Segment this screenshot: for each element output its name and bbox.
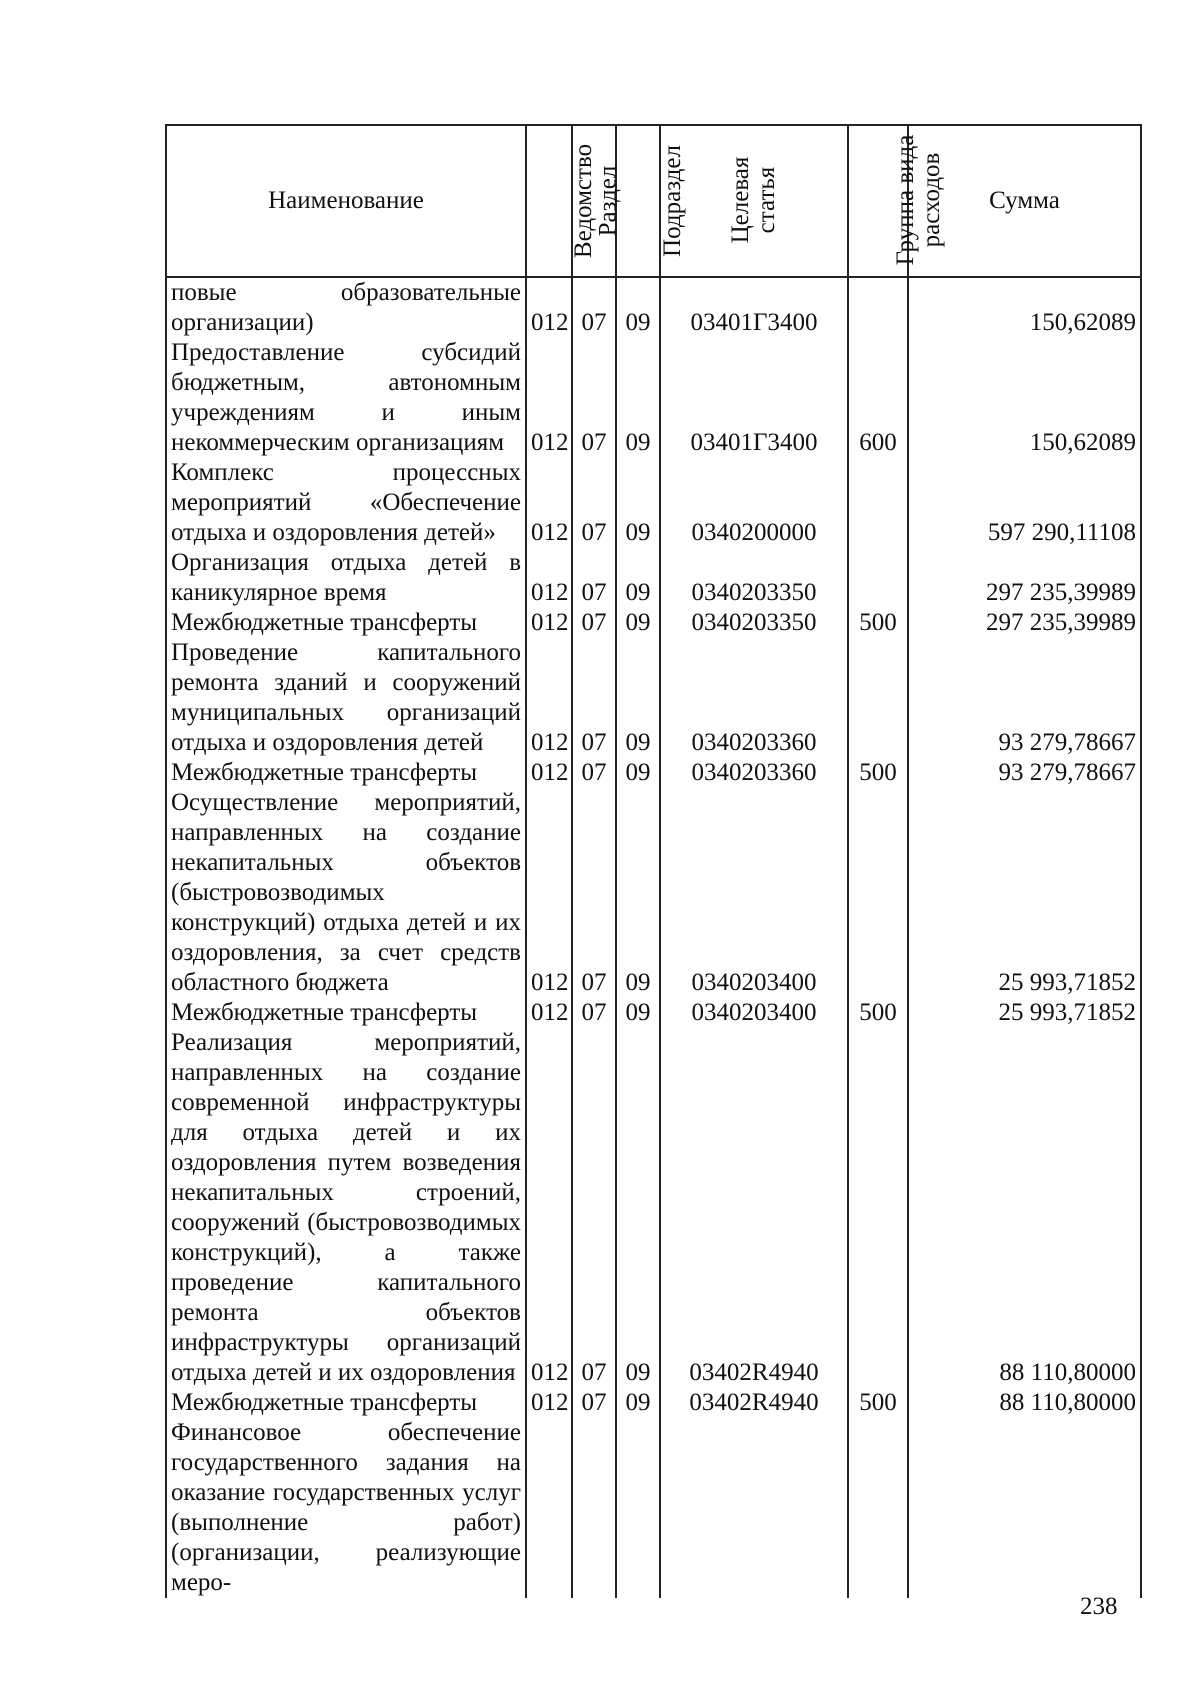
table-row	[166, 458, 1141, 548]
row-section: 07	[572, 277, 616, 338]
row-target: 0340203400	[660, 788, 848, 998]
table-row	[166, 1028, 1141, 1388]
row-subsection: 09	[616, 608, 660, 638]
row-sum: 297 235,39989	[908, 608, 1141, 638]
row-name: Межбюджетные трансферты	[166, 1388, 526, 1418]
row-subsection: 09	[616, 758, 660, 788]
row-section: 07	[572, 608, 616, 638]
row-target: 03401Г3400	[660, 277, 848, 338]
row-group	[848, 458, 908, 548]
row-section: 07	[572, 758, 616, 788]
table-row	[166, 758, 1141, 788]
row-dept: 012	[526, 277, 572, 338]
row-target: 0340203360	[660, 638, 848, 758]
row-section: 07	[572, 998, 616, 1028]
row-subsection: 09	[616, 338, 660, 458]
row-name: Межбюджетные трансферты	[166, 758, 526, 788]
row-dept: 012	[526, 1028, 572, 1388]
row-name: Реализация мероприятий, направленных на создание современной инфраструктуры для отдыха детей и их оздоровления путем возведения некапитальных строений, сооружений (быстровозводимых конструкций), а также проведение капитального ремонта объектов инфраструктуры организаций отдыха детей и их оздоровления	[166, 1028, 526, 1388]
row-name: Предоставление субсидий бюджетным, автономным учреждениям и иным некоммерческим организациям	[166, 338, 526, 458]
row-sum: 25 993,71852	[908, 998, 1141, 1028]
row-section: 07	[572, 1028, 616, 1388]
row-dept	[526, 1418, 572, 1598]
row-group	[848, 788, 908, 998]
row-name: Межбюджетные трансферты	[166, 998, 526, 1028]
budget-table	[165, 124, 1142, 1598]
header-dept: Ведомство	[526, 125, 572, 277]
row-target: 0340203400	[660, 998, 848, 1028]
table-row	[166, 277, 1141, 338]
row-sum: 88 110,80000	[908, 1388, 1141, 1418]
header-subsection: Подраздел	[616, 125, 660, 277]
row-target: 03401Г3400	[660, 338, 848, 458]
row-subsection: 09	[616, 548, 660, 608]
row-section: 07	[572, 338, 616, 458]
row-sum: 93 279,78667	[908, 638, 1141, 758]
row-section: 07	[572, 548, 616, 608]
row-target: 03402R4940	[660, 1028, 848, 1388]
row-dept: 012	[526, 758, 572, 788]
row-name: повые образовательные организации)	[166, 277, 526, 338]
page-number: 238	[1080, 1593, 1118, 1620]
row-section: 07	[572, 638, 616, 758]
row-dept: 012	[526, 1388, 572, 1418]
table-row	[166, 608, 1141, 638]
row-dept: 012	[526, 638, 572, 758]
row-section: 07	[572, 458, 616, 548]
header-name: Наименование	[166, 125, 526, 277]
row-dept: 012	[526, 338, 572, 458]
row-group	[848, 638, 908, 758]
row-subsection	[616, 1418, 660, 1598]
table-header	[166, 125, 1141, 277]
table-row	[166, 1388, 1141, 1418]
row-dept: 012	[526, 788, 572, 998]
row-subsection: 09	[616, 1388, 660, 1418]
row-dept: 012	[526, 548, 572, 608]
row-subsection: 09	[616, 638, 660, 758]
row-sum: 297 235,39989	[908, 548, 1141, 608]
row-target: 0340203350	[660, 548, 848, 608]
row-subsection: 09	[616, 998, 660, 1028]
table-row	[166, 1418, 1141, 1598]
row-target: 0340200000	[660, 458, 848, 548]
row-name: Комплекс процессных мероприятий «Обеспечение отдыха и оздоровления детей»	[166, 458, 526, 548]
row-section: 07	[572, 788, 616, 998]
row-subsection: 09	[616, 1028, 660, 1388]
table-body	[166, 277, 1141, 1598]
row-sum: 93 279,78667	[908, 758, 1141, 788]
row-group	[848, 548, 908, 608]
row-group	[848, 1418, 908, 1598]
row-sum: 25 993,71852	[908, 788, 1141, 998]
row-sum: 150,62089	[908, 338, 1141, 458]
row-name: Осуществление мероприятий, направленных на создание некапитальных объектов (быстровозводимых конструкций) отдыха детей и их оздоровления, за счет средств областного бюджета	[166, 788, 526, 998]
row-sum: 88 110,80000	[908, 1028, 1141, 1388]
row-dept: 012	[526, 608, 572, 638]
row-subsection: 09	[616, 277, 660, 338]
row-group: 500	[848, 998, 908, 1028]
row-section	[572, 1418, 616, 1598]
row-group: 500	[848, 758, 908, 788]
row-section: 07	[572, 1388, 616, 1418]
table-row	[166, 788, 1141, 998]
row-target	[660, 1418, 848, 1598]
header-sum: Сумма	[908, 125, 1141, 277]
row-name: Проведение капитального ремонта зданий и сооружений муниципальных организаций отдыха и оздоровления детей	[166, 638, 526, 758]
row-name: Финансовое обеспечение государственного задания на оказание государственных услуг (выполнение работ) (организации, реализующие меро-	[166, 1418, 526, 1598]
table-row	[166, 638, 1141, 758]
row-subsection: 09	[616, 458, 660, 548]
row-group	[848, 277, 908, 338]
row-sum	[908, 1418, 1141, 1598]
row-sum: 597 290,11108	[908, 458, 1141, 548]
table-row	[166, 548, 1141, 608]
row-subsection: 09	[616, 788, 660, 998]
table-row	[166, 998, 1141, 1028]
header-section: Раздел	[572, 125, 616, 277]
row-dept: 012	[526, 998, 572, 1028]
row-dept: 012	[526, 458, 572, 548]
row-group: 500	[848, 1388, 908, 1418]
row-name: Межбюджетные трансферты	[166, 608, 526, 638]
row-target: 03402R4940	[660, 1388, 848, 1418]
row-target: 0340203350	[660, 608, 848, 638]
row-group: 600	[848, 338, 908, 458]
header-target: Целевая статья	[660, 125, 848, 277]
row-group: 500	[848, 608, 908, 638]
row-sum: 150,62089	[908, 277, 1141, 338]
row-name: Организация отдыха детей в каникулярное время	[166, 548, 526, 608]
header-group: Группа вида расходов	[848, 125, 908, 277]
row-target: 0340203360	[660, 758, 848, 788]
table-row	[166, 338, 1141, 458]
row-group	[848, 1028, 908, 1388]
